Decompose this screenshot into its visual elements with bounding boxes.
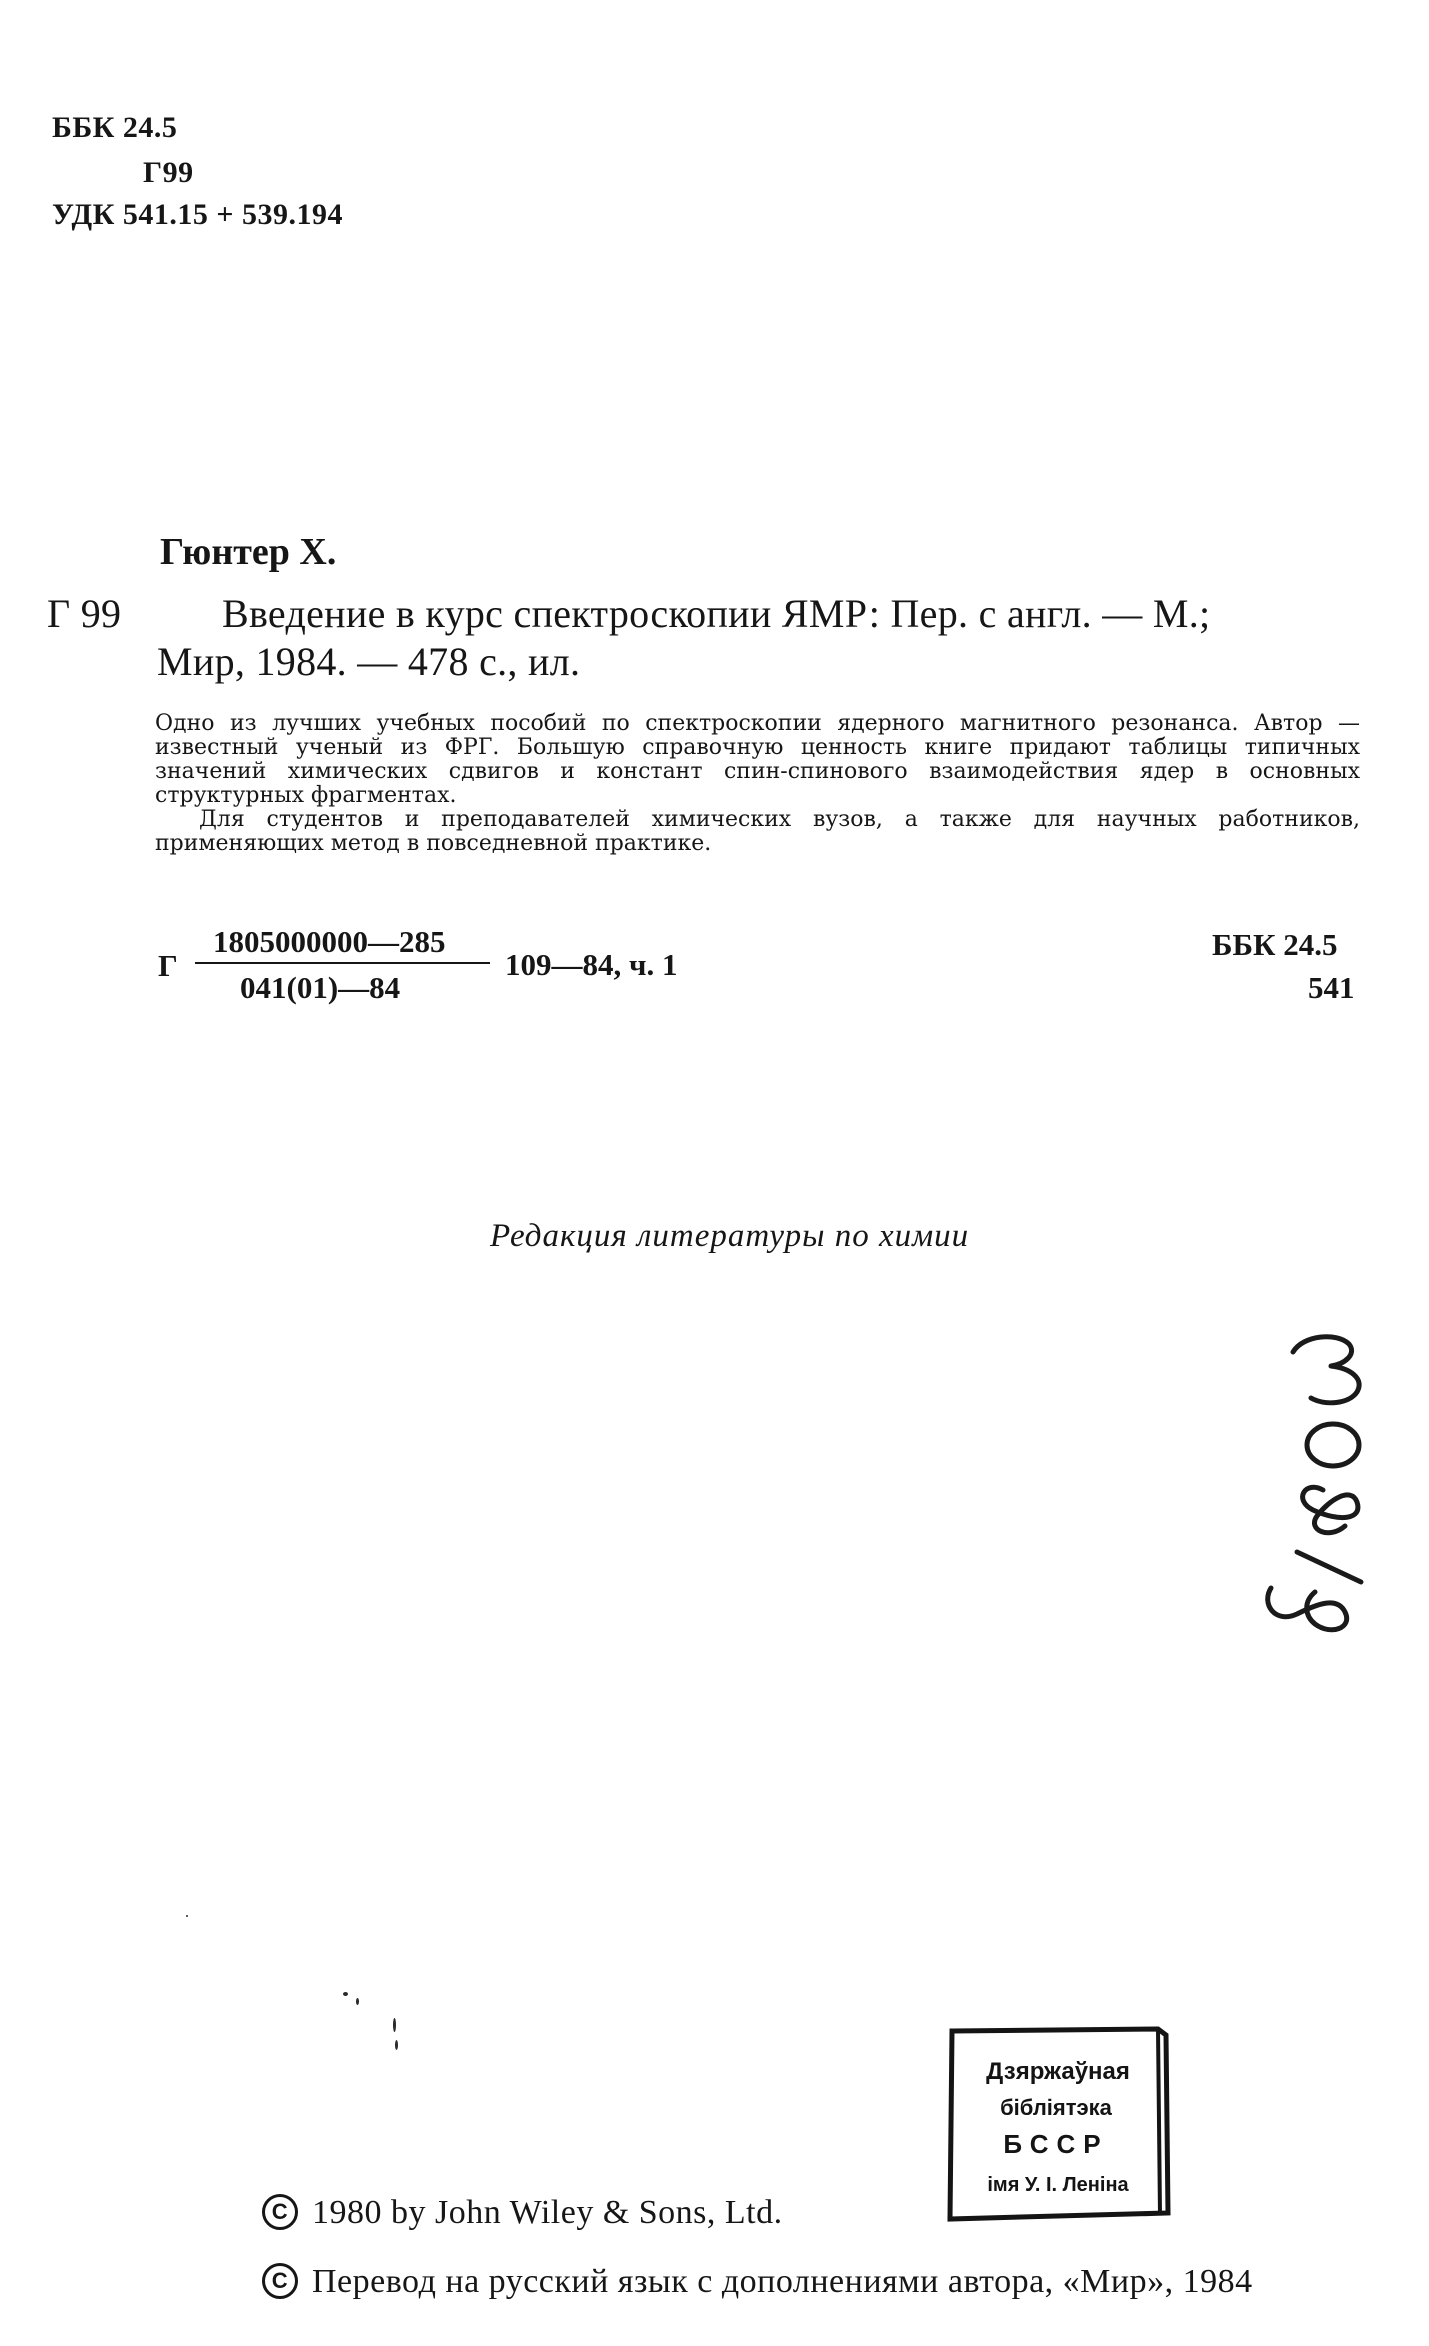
author-mark-code: Г99 xyxy=(143,156,194,189)
paper-speck xyxy=(186,1915,188,1917)
fraction-bar xyxy=(195,962,490,964)
udk-code: УДК 541.15 + 539.194 xyxy=(52,198,343,231)
copyright-translation-text: Перевод на русский язык с дополнениями автора, «Мир», 1984 xyxy=(312,2263,1253,2300)
annotation-paragraph-1: Одно из лучших учебных пособий по спектроскопии ядерного магнитного резонанса. Автор — известный ученый из ФРГ. Большую справочную ценность книге придают таблицы типичных значений химических сдвигов и констант спин-спинового взаимодействия ядер в основных структурных фрагментах. xyxy=(155,711,1360,808)
catalog-plan: 109—84, ч. 1 xyxy=(505,947,678,982)
paper-speck xyxy=(393,2018,396,2032)
copyright-translation xyxy=(262,2263,1253,2301)
svg-text:БССР: БССР xyxy=(1003,2129,1109,2159)
copyright-icon: C xyxy=(262,2263,298,2299)
handwritten-inventory-number xyxy=(1245,1330,1385,1640)
copyright-original-text: 1980 by John Wiley & Sons, Ltd. xyxy=(312,2194,783,2231)
book-title-line-1: Введение в курс спектроскопии ЯМР: Пер. с англ. — М.; xyxy=(222,591,1211,636)
editorial-office: Редакция литературы по химии xyxy=(490,1218,970,1254)
library-stamp xyxy=(946,2025,1172,2223)
catalog-bbk-sub: 541 xyxy=(1308,970,1355,1005)
catalog-denominator: 041(01)—84 xyxy=(240,970,401,1005)
bbk-code: ББК 24.5 xyxy=(52,111,178,144)
author-name: Гюнтер X. xyxy=(160,531,337,573)
catalog-numerator: 1805000000—285 xyxy=(213,924,446,959)
svg-text:імя У. І. Леніна: імя У. І. Леніна xyxy=(987,2174,1129,2196)
copyright-icon: C xyxy=(262,2194,298,2230)
author-mark: Г 99 xyxy=(47,591,122,636)
catalog-letter: Г xyxy=(158,948,178,983)
paper-speck xyxy=(356,1998,359,2005)
catalog-bbk: ББК 24.5 xyxy=(1212,927,1338,962)
annotation xyxy=(155,712,1360,856)
paper-speck xyxy=(343,1992,348,1996)
svg-text:Дзяржаўная: Дзяржаўная xyxy=(986,2058,1130,2085)
copyright-original xyxy=(262,2194,783,2232)
paper-speck xyxy=(395,2040,398,2050)
book-title-line-2: Мир, 1984. — 478 с., ил. xyxy=(157,639,581,684)
annotation-paragraph-2: Для студентов и преподавателей химических вузов, а также для научных работников, применяющих метод в повседневной практике. xyxy=(155,807,1360,856)
svg-text:бібліятэка: бібліятэка xyxy=(1000,2095,1112,2120)
